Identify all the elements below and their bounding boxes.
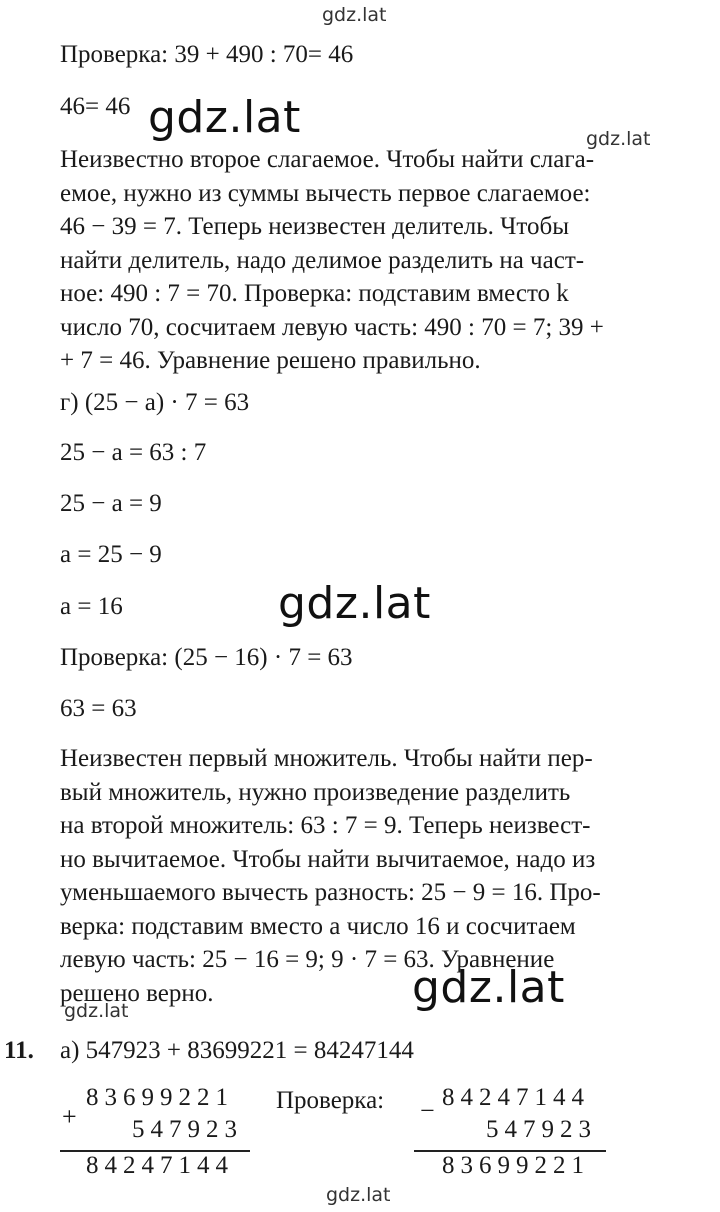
text-line: Неизвестен первый множитель. Чтобы найти пер- — [60, 745, 593, 772]
text-line: но вычитаемое. Чтобы найти вычитаемое, надо из — [60, 845, 596, 873]
check-label: Проверка: — [276, 1087, 385, 1114]
equation-step: 25 − a = 63 : 7 — [60, 439, 207, 466]
watermark-large: gdz.lat — [148, 92, 301, 143]
task-number: 11. — [4, 1037, 34, 1064]
text-line: уменьшаемого вычесть разность: 25 − 9 = 16. Про- — [60, 879, 601, 906]
text-line: найти делитель, надо делимое разделить на част- — [60, 246, 585, 274]
text-line: емое, нужно из суммы вычесть первое слагаемое: — [60, 179, 591, 207]
text-line: + 7 = 46. Уравнение решено правильно. — [60, 347, 481, 374]
addend-bottom: 547923 — [132, 1116, 243, 1143]
text-line: вый множитель, нужно произведение разделить — [60, 778, 571, 806]
subtrahend: 547923 — [486, 1116, 597, 1143]
watermark-large-middle: gdz.lat — [278, 578, 431, 629]
sum-result: 84247144 — [86, 1152, 234, 1179]
explanation-paragraph-v — [60, 143, 708, 378]
text-line: левую часть: 25 − 16 = 9; 9 · 7 = 63. Уравнение — [60, 946, 555, 973]
equation-step: a = 16 — [60, 593, 123, 620]
watermark-small-right: gdz.lat — [586, 128, 651, 150]
explanation-paragraph-g — [60, 742, 708, 1010]
check-line: Проверка: 39 + 490 : 70= 46 — [60, 41, 354, 68]
text-line: верка: подставим вместо a число 16 и сосчитаем — [60, 912, 576, 940]
difference-result: 83699221 — [442, 1152, 590, 1179]
text-line: Неизвестно второе слагаемое. Чтобы найти слага- — [60, 146, 595, 173]
equality-line: 46= 46 — [60, 93, 131, 120]
addend-top: 83699221 — [86, 1084, 234, 1111]
watermark-top: gdz.lat — [322, 4, 387, 26]
watermark-large-lower: gdz.lat — [412, 962, 565, 1013]
check-line: Проверка: (25 − 16) · 7 = 63 — [60, 644, 353, 671]
text-line: ное: 490 : 7 = 70. Проверка: подставим вместо k — [60, 280, 569, 307]
watermark-small-left: gdz.lat — [64, 1000, 129, 1022]
plus-operator: + — [62, 1102, 77, 1131]
minus-operator: − — [420, 1096, 435, 1125]
text-line: решено верно. — [60, 979, 214, 1007]
watermark-bottom: gdz.lat — [326, 1184, 391, 1206]
text-line: число 70, сосчитаем левую часть: 490 : 70 = 7; 39 + — [60, 313, 604, 341]
text-line: на второй множитель: 63 : 7 = 9. Теперь неизвест- — [60, 812, 591, 839]
equation-step: 25 − a = 9 — [60, 490, 162, 517]
equation-step: a = 25 − 9 — [60, 541, 162, 568]
minuend: 84247144 — [442, 1084, 590, 1111]
equation-step: г) (25 − a) · 7 = 63 — [60, 389, 250, 416]
equality-line: 63 = 63 — [60, 695, 137, 722]
text-line: 46 − 39 = 7. Теперь неизвестен делитель. Чтобы — [60, 213, 570, 240]
task-statement: а) 547923 + 83699221 = 84247144 — [60, 1037, 414, 1064]
